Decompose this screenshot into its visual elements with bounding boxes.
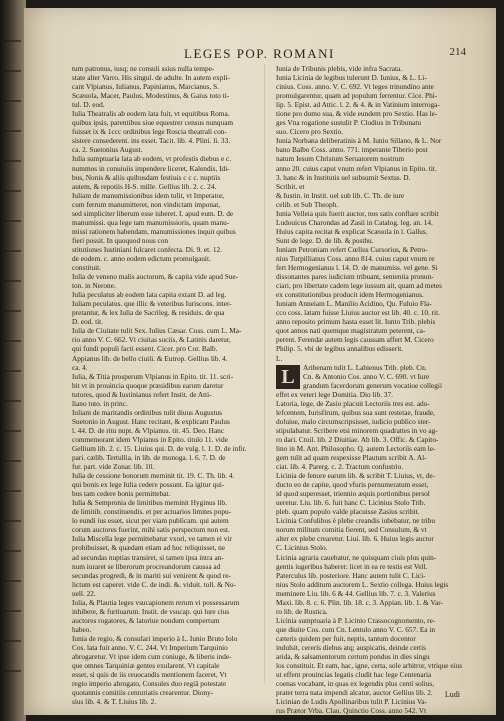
right-column-lower-block (276, 363, 472, 716)
left-column-text: tum patronus, iusq; ne consuli ssius nulla tempe- state alter Varro. His singul. de adulte. In autem expli- cant Vlpianus, Iulianus, Papinianus, Marcianus, S. Scæuola, Macer, Paulus, Modestinus, & Gaius toto ti- tul. D. eod. Iulia Theatralis ab eodem lata fuit, vt equitibus Roma. quibus ipsis, parentibus siue equestrer census nunquam fuisset ix & 1ccc ordinibus lege Roscia theatrali con- sistere consederent. ins esset. Tacit. lib. 4. Plini. li. 33. ca. 2. Suetonius August. Iulia sumptuaria lata ab eodem, vt profestis diebus e c. nummos in conuiuiis impendere liceret, Kalendis, Idi- bus, Nonis & aliis quibusdam festiuis c c c. nuptiis autem, & repotiis H-S. mille. Gellius lib. 2. c. 24. Iuliam de manumissionibus idem tulit, vt Imperator, cum ferrum manumitteret, non vindictam imponat, sed simpliciter liberum esse iuberet. I. apud eum. D. de manumissi. qua lege tam manumissioris, quam manu- missi rationem habendam, manumissiones inquit quibus fieri possit. In quoquod nous con stitutiones Iustiniani fulcaret confecta. Di. 9. et. 12. de eodem. c. anno eodem edictum promulgauit. constituit. Iulia de veneno malis auctorum, & capita vide apud Sue- ton. in Nerone. Iulia peculatus ab eodem lata capita extant D. ad leg. Iuliam peculatus. que illic & veteribus Iuriscons. inter- pretantur, & lex Iulia de Sacrileg. & residuis. de qua D. eod. tit. Iulia de Ciuitate tulit Sex. Iulius Cæsar. Coss. cum L. Ma- rio anno V. C. 662. Vt ciuitas sociis, & Latinis daretur, qui fundi populi facti essent. Cicer. pro Cor. Balb. Appianus lib. de bello ciuili. & Eutrop. Gellius lib. 4. ca. 4. Iulia, & Titia prosperum Vlpianus in Epito. tit. 11. scri- bit vt in prouincia quoque præsidibus earum daretur tutores, quod & Iustinianus refert Instit. de Atti- liano tuto. in princ. Iuliam de maritandis ordinibus tulit diuus Augustus Suetonio in August. Hanc recitant, & explicant Paulus l. 44. D. de ritu nupt. & Vlpianus. tit. 45. Deo. Hanc commemorant idem Vlpianus in Epito. titulo 11. vide Gellium lib. 2. c. 15. Liuius qui. D. de vulg. l. 1. D. de infir. pari. cælib. Tertullia. in lib. de monoga. l. 6. 7. D. de fur. part. vide Zonar. lib. 10. Iulia de cessione bonorum meminit tit. 19. C. Th. lib. 4. qui bonis ex lege Iulia cedere possunt. Ea igitur qui- bus tam cedere bonis permittebat. Iulia & Sempronia de limitibus meminit Hyginus lib. de limitib. constituendis. et per actuarios limites popu- lo eundi ius esset, sicut per viam publicam. qui autem corum auctores fuerint, mihi satis perspectum non est. Iulia Miscella lege permittebatur vxori, ve tamen ei vir prohibuisset, & quædam etiam ad hoc reliquisset, ne ad secundas nuptias transiret, si tamen ipsa intra an- num iuraret se liberorum procreandorum caussa ad secundas progredi, & in mariti sui venirent & quod re- lictum est caperet. vide C. de indi. &. viduit. toll. & No- uell. 22. Iulia, & Plautia leges vsucapionem rerum vi possessarum inhibere, & furtiuarum. Instit. de vsucap. qui lure cius auctores rogatores, & latoriue nondum compertum habeo. Iunia de regio, & consulari imperio à L. Iunio Bruto Iolo Cos. lata fuit anno. V. C. 244. Vt Imperium Tarquinio abrogaretur. Vt ipse idem cum coniuge, & liberis inde- que omnes Tarquiniæ gentes exularent. Vt capitale esset, si quis de iis reuocandis mentionem faceret, Vt regio imperio abrogato, Consules duo regiâ potestate quotannis comitiis centuriatis crearentur. Diony- sius lib. 4. & T. Liuius lib. 2. (72, 64, 247, 707)
right-text-column (276, 64, 472, 715)
catchword: Ludi (444, 690, 460, 699)
right-column-text-top: Iunia de Tribunis plebis, vide infra Sacrata. Iunia Licinia de legibus tulerunt D. Iunius, & L. Li- cinius. Coss. anno. V. C. 692. Vt leges trinundino ante promulgarentur, quam ad populum ferrentur. Cice. Phi- lip. 5. Epist. ad Attic. l. 2. & 4. & in Vatinium interroga- tione pro domo sua, & vide eundem pro Sextio. Has le- ges Vna rogatione sustulit P. Clodius in Tribunatu suo. Cicero pro Sextio. Iunia Norbana deliberatinis à M. Iunio Sillano, & L. Nor bano Balbo Coss. anno. 771. imperante Tiberio post natum Iesum Christum Seruatorem nostrum anno 20. cuius caput vnum refert Vlpianus in Epito. tit. 3. hanc & in Institutis uel subsumit Sextus. D. Scribit. et & Iustin. in Instit. uel sub lib. C. Th. de iure celib. et Sub Theoph. Iunia Velleia quis fuerit auctor, nos satis conflare scribit Ludouicus Charondas ad Zasii in Catalog. leg. an. 14. Huius capita recitat & explicat Scæuola in l. Gallus. Sunt de lege. D. de lib. & posthu. Iuniam Petroniam refert Cœlius Cursorius, & Petro- nius Turpillianus Coss. anno 814. cuius caput vnum re fert Hermogenianus l. 14. D. de manumiss. vel gene. Si dissonantes pares iudicium tribuant, sententia pronun- ciari, pro libertate cadem lege iussum ait, quam ad metes ex constitutionibus producit idem Hermogenianus. Iuniam Anneiam L. Manilio Acidino, Qu. Fuluio Fla- cco coss. latam fuisse Liuius auctor est lib. 40. c. 10. rit. anno reposito primum hasta esset lit. Iunto Trib. plebis quot annos nati quemque magistratum peterent, ca- perent. Ferendæ autem legis caussam affert M. Cicero Philip. 5. vbi de legibus annalibus edisserit. L. (276, 64, 442, 363)
running-head-title: LEGES POP. ROMANI (184, 46, 335, 61)
page-number: 214 (449, 46, 466, 58)
book-page (24, 8, 496, 715)
column-gutter (264, 64, 265, 684)
right-column-text-bottom: Aribenam tulit L. Labienus Trib. pleb. Cn. Cn. & Antonio Cos. anno V. C. 690. vt Iure grandum facerdorum generum vocatioe collegii effet ex veteri lege Domitia. Dio lib. 37. Latoria, lege, de Zasio placuit Lectoriis tres est. ado- lefcentem, Iurisfirum, quibus sua sunt restetae, fraude, doluiue, malo circumscripsisset, iudicio publico ster- stipulabatur. Scribere etsi minorem quadrattes in vo ag- ro dari. Ctuil. lib. 2 Diuitiae. Ab lib. 3. Offic. & Capito- lino in M. Ant. Philosopho. Q. autem Lectoriis eam le- gem tulit ad quam respexisse Plautum scribit A. Al- ciat. lib. 4. Parerg. c. 2. Tractum confustrio. Licinia de fenore earum lib. & scribit T. Liuius, vt, de- ducto eo de capite, quod vfuris pernumeratum esset, id quod superesset, triennio æquis portionibus persol ueretur. Liu. lib. 6. fuit hanc C. Licinius Stolo Trib. pleb. quam populo valde placuisse Zasius scribit. Licinia Confulibus è plebe creandis iubebatur, ne tribu norum militum comitia fierent, sed Consulum, & vt alter ex plebe crearetur. Liui. lib. 6. Huius legis auctor C. Licinius Stolo. Licinia agraria cauebatur, ne quisquam ciuis plus quin- gentis iugeribus haberet: licet in ea re testis est Vell. Paterculus lib. posteriore. Hanc autem tulit C. Lici- nius Stolo additum auctorem L. Sextio collega. Huius legis meminere Liu. lib. 6 & 44. Gellius lib. 7. c. 3. Valerius Maxi. lib. 8. c. 6. Plin. lib. 18. c. 3. Appian. lib. 1. & Var- ro lib. de Rustica. Licinia sumptuaria à P. Licinio Crassocognomento, re- que diuite Cos. cum Cn. Lentulo anno V. C. 657. Ea in cæteris quidem per fuit, neptis, tantum docentor indulsit, cereris diebus atq; auspicatis, deinde certis arida, & salsamentorum certum pondus in dies singu los constituit. Et eam, hac, igne, certa, sole arbitror, vtrique eius ut effent prouincias legatis cludit hac lege Centenaria coenas vocabant, in quas ex legendis plus centi solius, prater terra nata impendi alcatur, auctor Gellius lib. 2. Licinian de Ludis Apollinaribus tulit P. Licinius Va- rus Prætor Vrba. Clau. Quinctio Coss. anno 542. Vt (276, 362, 463, 716)
running-header (24, 46, 496, 62)
left-text-column (72, 64, 264, 706)
decorated-initial-letter: L (276, 365, 300, 389)
previous-page-edge (0, 0, 26, 721)
